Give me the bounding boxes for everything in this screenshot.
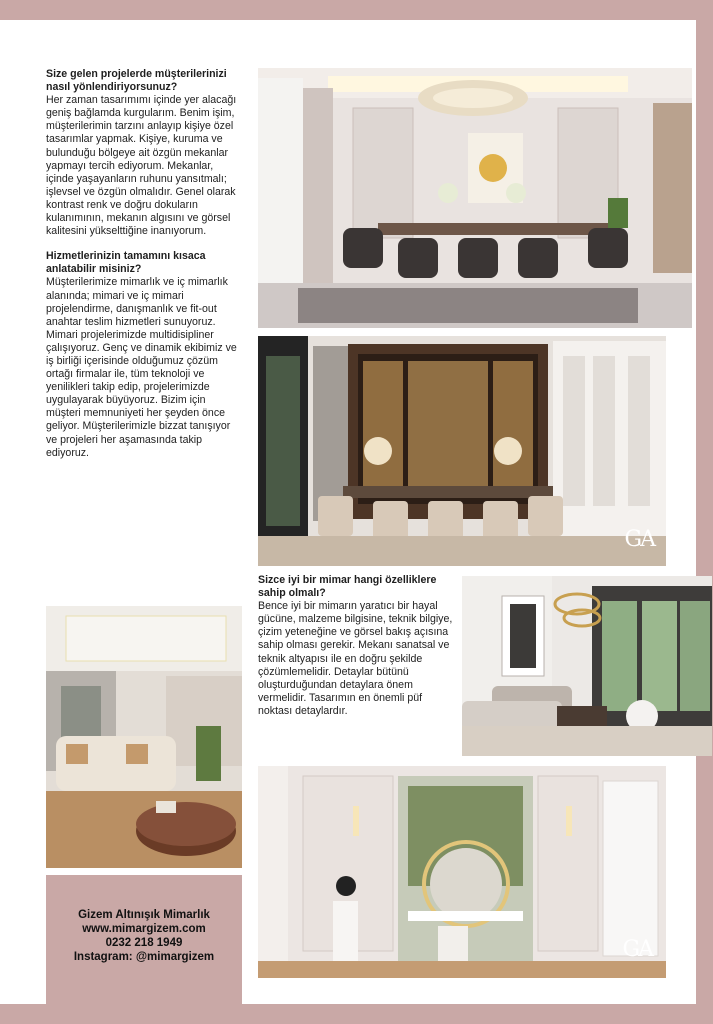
phone-number: 0232 218 1949 [105,937,183,949]
page-frame-bottom [0,1004,713,1024]
answer-1: Her zaman tasarımımı içinde yer alacağı geniş bağlamda kurgularım. Benim işim, müşterilerimin tarzını anlayıp kişiye özel tasarımlar yapmak. Kişiye, kuruma ve bulunduğu bölgeye ait özgün mekanlar yapmayı tercih ediyorum. Mekanlar, içinde yaşayanların ruhunu yansıtmalı; işlevsel ve özgün olmalıdır. Genel olarak kontrast renk ve doğru dokuların kulanımının, mekanın algısını ve görsel kalitesini yükselttiğine inanıyorum. [46,94,237,238]
company-name: Gizem Altınışık Mimarlık [78,909,210,921]
question-2: Hizmetlerinizin tamamını kısaca anlatabilir misiniz? [46,250,206,276]
ga-logo: GA [622,937,652,962]
contact-box [46,875,242,1004]
instagram-handle[interactable]: Instagram: @mimargizem [73,951,215,963]
left-column-text [46,68,242,460]
photo-dining-room-chandelier [258,68,692,328]
photo-living-room-ring-chandelier [462,576,712,756]
page-frame-right [696,0,713,1024]
answer-2: Müşterilerimize mimarlık ve iç mimarlık alanında; mimari ve iç mimari projelendirme, danışmanlık ve fit-out anahtar teslim hizmetleri sunuyoruz. Mimari projelerimizde multidisipliner çalışıyoruz. Genç ve dinamik ekibimiz ve iş birliği içerisinde olduğumuz çözüm ortağı firmalar ile, tüm teknoloji ve yenilikleri takip edip, projelerimizde uygulayarak büyüyoruz. Bizim için müşteri memnuniyeti her şeyden önce geliyor. Müşterilerimizle bizzat tanışıyor ve projeleri her aşamasında takip ediyoruz. [46,276,237,459]
answer-3: Bence iyi bir mimarın yaratıcı bir hayal gücüne, malzeme bilgisine, teknik bilgiye, çizim yeteneğine ve görsel bakış açısına sahip olması gerekir. Mekanı sanatsal ve teknik altyapısı ile en doğru şekilde çözümlemelidir. Detaylar bütünü oluşturduğundan detaylara önem vermelidir. Tasarımın en önemli püf noktası detaylardır. [258,600,453,717]
middle-text [258,574,454,718]
website-link[interactable]: www.mimargizem.com [82,923,206,935]
question-3: Sizce iyi bir mimar hangi özelliklere sahip olmalı? [258,574,437,600]
photo-living-room-round-table [46,606,242,868]
photo-dining-room-wine-cabinet [258,336,666,566]
question-1: Size gelen projelerde müşterilerinizi nasıl yönlendiriyorsunuz? [46,68,227,94]
ga-logo: GA [624,527,654,552]
photo-console-round-mirror [258,766,666,978]
